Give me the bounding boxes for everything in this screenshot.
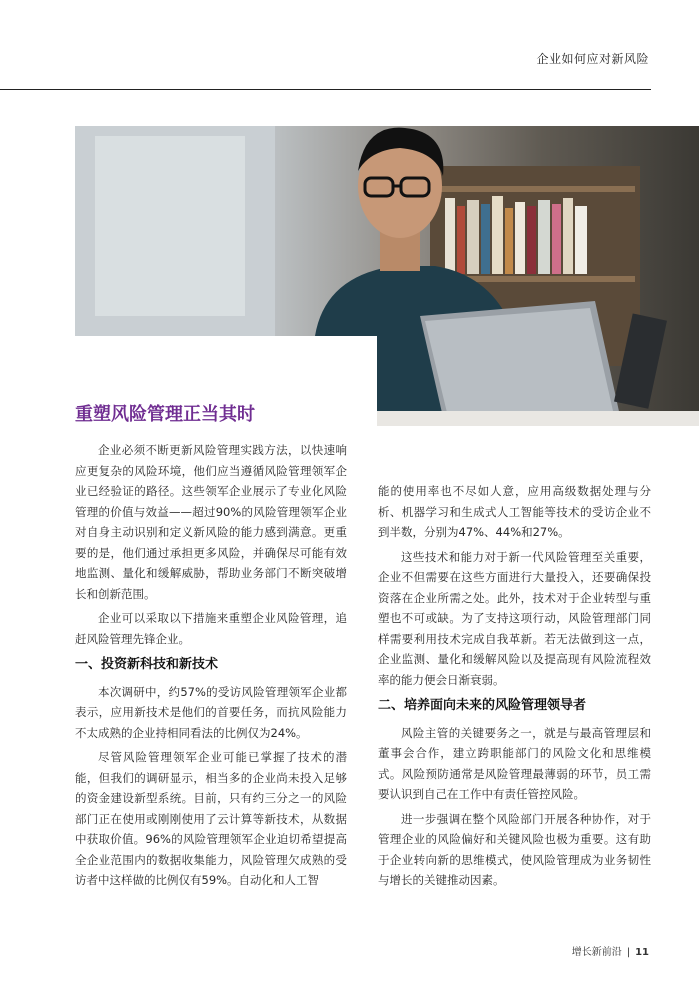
right-paragraph-2: 这些技术和能力对于新一代风险管理至关重要，企业不但需要在这些方面进行大量投入，还要确保投资落在企业所需之处。此外，技术对于企业转型与重塑也不可或缺。为了支持这项行动，风险管理部门同样需要利用技术完成自我革新。若无法做到这一点，企业监测、量化和缓解风险以及提高现有风险流程效率的能力便会日渐衰弱。 — [378, 549, 651, 687]
left-paragraph-4: 尽管风险管理领军企业可能已掌握了技术的潜能，但我们的调研显示，相当多的企业尚未投入足够的资金建设新型系统。目前，只有约三分之一的风险部门正在使用或刚刚使用了云计算等新技术，从数据中获取价值。96%的风险管理领军企业迫切希望提高全企业范围内的数据收集能力，风险管理欠成熟的受访者中这样做的比例仅有59%。自动化和人工智 — [75, 750, 347, 887]
right-paragraph-3: 风险主管的关键要务之一，就是与最高管理层和董事会合作，建立跨职能部门的风险文化和思维模式。风险预防通常是风险管理最薄弱的环节，员工需要认识到自己在工作中有责任管控风险。 — [378, 725, 651, 801]
footer-separator: | — [626, 947, 631, 958]
footer-label: 增长新前沿 — [571, 947, 622, 958]
page-number: 11 — [635, 947, 649, 958]
right-paragraph-1: 能的使用率也不尽如人意，应用高级数据处理与分析、机器学习和生成式人工智能等技术的受访企业不到半数，分别为47%、44%和27%。 — [378, 484, 651, 539]
left-paragraph-3: 本次调研中，约57%的受访风险管理领军企业都表示，应用新技术是他们的首要任务，而抗风险能力不太成熟的企业持相同看法的比例仅为24%。 — [75, 684, 347, 740]
right-paragraph-4: 进一步强调在整个风险部门开展各种协作，对于管理企业的风险偏好和关键风险也极为重要。这有助于企业转向新的思维模式，使风险管理成为业务韧性与增长的关键推动因素。 — [378, 811, 651, 887]
subheading-invest-technology: 一、投资新科技和新技术 — [75, 657, 219, 672]
subheading-future-leaders: 二、培养面向未来的风险管理领导者 — [378, 698, 587, 713]
page-footer — [572, 943, 649, 958]
running-header-title: 企业如何应对新风险 — [536, 52, 649, 66]
left-paragraph-1: 企业必须不断更新风险管理实践方法，以快速响应更复杂的风险环境，他们应当遵循风险管理领军企业已经验证的路径。这些领军企业展示了专业化风险管理的价值与效益——超过90%的风险管理领军企业对自身主动识别和定义新风险的能力感到满意。更重要的是，他们通过承担更多风险，并确保尽可能有效地监测、量化和缓解威胁，帮助业务部门不断突破增长和创新范围。 — [75, 443, 347, 601]
man-at-laptop-photo — [75, 126, 699, 426]
left-column — [75, 440, 347, 895]
right-column — [378, 481, 651, 895]
section-title: 重塑风险管理正当其时 — [75, 404, 255, 425]
header-divider — [0, 89, 651, 90]
left-paragraph-2: 企业可以采取以下措施来重塑企业风险管理，追赶风险管理先锋企业。 — [75, 611, 347, 646]
